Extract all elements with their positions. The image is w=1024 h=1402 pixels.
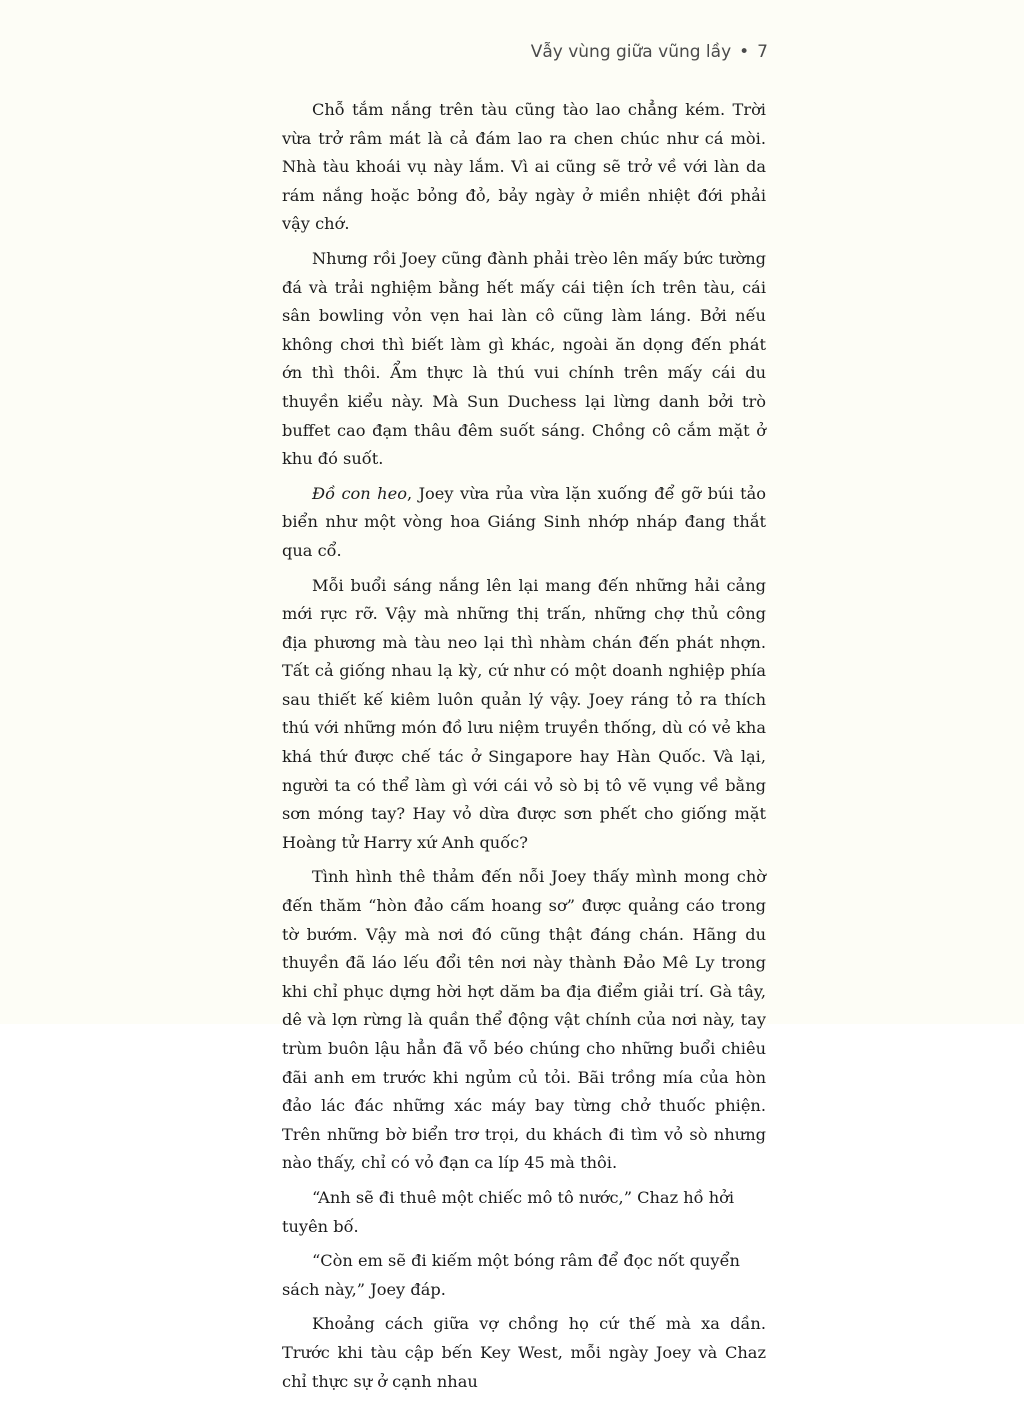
page-number: 7 [757, 42, 768, 62]
paragraph: Chỗ tắm nắng trên tàu cũng tào lao chẳng kém. Trời vừa trở râm mát là cả đám lao ra chen chúc như cá mòi. Nhà tàu khoái vụ này lắm. Vì ai cũng sẽ trở về với làn da rám nắng hoặc bỏng đỏ, bảy ngày ở miền nhiệt đới phải vậy chớ. [282, 100, 766, 234]
header-separator: • [739, 42, 750, 62]
paragraph: Tình hình thê thảm đến nỗi Joey thấy mình mong chờ đến thăm “hòn đảo cấm hoang sơ” được quảng cáo trong tờ bướm. Vậy mà nơi đó cũng thật đáng chán. Hãng du thuyền đã láo lếu đổi tên nơi này thành Đảo Mê Ly trong khi chỉ phục dựng hời hợt dăm ba địa điểm giải trí. Gà tây, dê và lợn rừng là quần thể động vật chính của nơi này, tay trùm buôn lậu hẳn đã vỗ béo chúng cho những buổi chiêu đãi anh em trước khi ngủm củ tỏi. Bãi trồng mía của hòn đảo lác đác những xác máy bay từng chở thuốc phiện. Trên những bờ biển trơ trọi, du khách đi tìm vỏ sò nhưng nào thấy, chỉ có vỏ đạn ca líp 45 mà thôi. [282, 867, 766, 1173]
paragraph: “Anh sẽ đi thuê một chiếc mô tô nước,” Chaz hồ hởi tuyên bố. [282, 1187, 735, 1236]
running-header [531, 42, 768, 62]
chapter-title: Vẫy vùng giữa vũng lầy [530, 42, 732, 62]
paragraph: Nhưng rồi Joey cũng đành phải trèo lên mấy bức tường đá và trải nghiệm bằng hết mấy cái tiện ích trên tàu, cái sân bowling vỏn vẹn hai làn cô cũng làm láng. Bởi nếu không chơi thì biết làm gì khác, ngoài ăn dọng đến phát ớn thì thôi. Ẩm thực là thú vui chính trên mấy cái du thuyền kiểu này. Mà Sun Duchess lại lừng danh bởi trò buffet cao đạm thâu đêm suốt sáng. Chồng cô cắm mặt ở khu đó suốt. [282, 248, 766, 469]
paragraph: Mỗi buổi sáng nắng lên lại mang đến những hải cảng mới rực rỡ. Vậy mà những thị trấn, những chợ thủ công địa phương mà tàu neo lại thì nhàm chán đến phát nhợn. Tất cả giống nhau lạ kỳ, cứ như có một doanh nghiệp phía sau thiết kế kiêm luôn quản lý vậy. Joey ráng tỏ ra thích thú với những món đồ lưu niệm truyền thống, dù có vẻ kha khá thứ được chế tác ở Singapore hay Hàn Quốc. Và lại, người ta có thể làm gì với cái vỏ sò bị tô vẽ vụng về bằng sơn móng tay? Hay vỏ dừa được sơn phết cho giống mặt Hoàng tử Harry xứ Anh quốc? [282, 575, 766, 852]
body-text [282, 96, 766, 1402]
paragraph: Khoảng cách giữa vợ chồng họ cứ thế mà xa dần. Trước khi tàu cập bến Key West, mỗi ngày Joey và Chaz chỉ thực sự ở cạnh nhau [282, 1314, 766, 1391]
paragraph-text: , Joey vừa rủa vừa lặn xuống để gỡ búi tảo biển như một vòng hoa Giáng Sinh nhớp nháp đang thắt qua cổ. [282, 483, 766, 560]
paragraph [282, 480, 766, 566]
italic-phrase: Đồ con heo [312, 483, 407, 503]
paragraph: “Còn em sẽ đi kiếm một bóng râm để đọc nốt quyển sách này,” Joey đáp. [282, 1251, 740, 1299]
